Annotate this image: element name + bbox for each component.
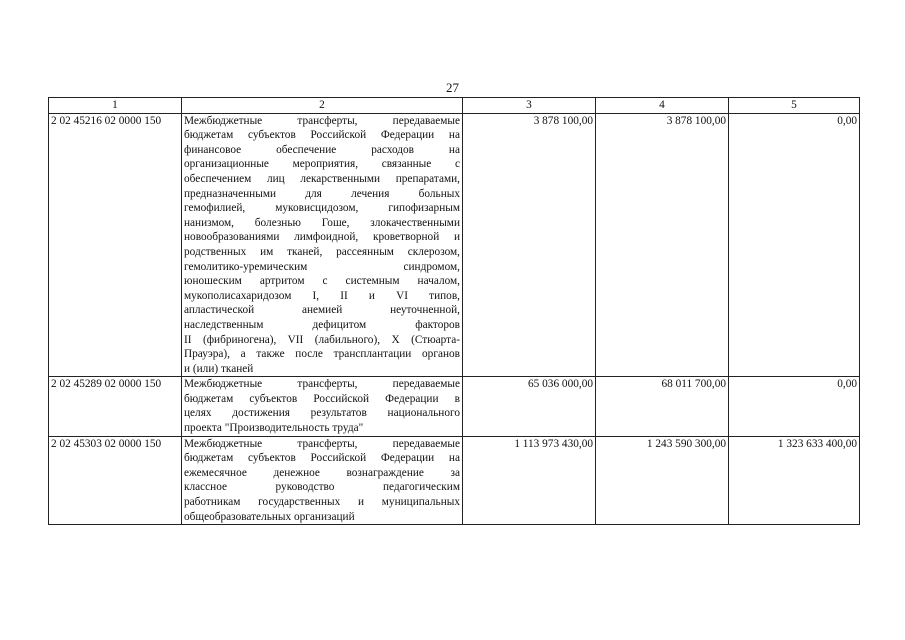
column-header-1: 1 — [49, 98, 182, 114]
description-line: нанизмом, болезнью Гоше, злокачественными — [184, 216, 460, 229]
amount-cell-col4: 3 878 100,00 — [596, 113, 729, 377]
description-cell — [182, 436, 463, 525]
description-line: II (фибриногена), VII (лабильного), X (Стюарта- — [184, 333, 460, 346]
amount-cell-col5: 1 323 633 400,00 — [729, 436, 860, 525]
table-row — [49, 436, 860, 525]
description-line: апластической анемией неуточненной, — [184, 304, 460, 317]
column-header-4: 4 — [596, 98, 729, 114]
description-line: новообразованиями лимфоидной, кроветворной и — [184, 231, 460, 244]
description-line: Межбюджетные трансферты, передаваемые — [184, 114, 460, 127]
description-line: организационные мероприятия, связанные с — [184, 158, 460, 171]
description-line: юношеским артритом с системным началом, — [184, 275, 460, 288]
description-cell — [182, 113, 463, 377]
description-line: работникам государственных и муниципальных — [184, 496, 460, 509]
description-line: ежемесячное денежное вознаграждение за — [184, 466, 460, 479]
column-header-3: 3 — [463, 98, 596, 114]
column-header-5: 5 — [729, 98, 860, 114]
amount-cell-col3: 65 036 000,00 — [463, 377, 596, 436]
description-line: мукополисахаридозом I, II и VI типов, — [184, 289, 460, 302]
description-line: классное руководство педагогическим — [184, 481, 460, 494]
description-line: предназначенными для лечения больных — [184, 187, 460, 200]
amount-cell-col3: 3 878 100,00 — [463, 113, 596, 377]
amount-cell-col4: 1 243 590 300,00 — [596, 436, 729, 525]
amount-cell-col4: 68 011 700,00 — [596, 377, 729, 436]
page-number: 27 — [446, 80, 459, 95]
description-line: гемофилией, муковисцидозом, гипофизарным — [184, 202, 460, 215]
description-line: родственных им тканей, рассеянным склерозом, — [184, 245, 460, 258]
table-row — [49, 113, 860, 377]
budget-code-cell: 2 02 45216 02 0000 150 — [49, 113, 182, 377]
budget-table — [48, 97, 860, 525]
description-line: Межбюджетные трансферты, передаваемые — [184, 437, 460, 450]
description-line: общеобразовательных организаций — [184, 510, 355, 523]
description-line: и (или) тканей — [184, 362, 254, 375]
description-line: наследственным дефицитом факторов — [184, 318, 460, 331]
description-line: гемолитико-уремическим синдромом, — [184, 260, 460, 273]
description-line: Прауэра), а также после трансплантации органов — [184, 348, 460, 361]
description-line: бюджетам субъектов Российской Федерации на — [184, 452, 460, 465]
description-line: целях достижения результатов национального — [184, 407, 460, 420]
description-line: финансовое обеспечение расходов на — [184, 143, 460, 156]
table-row — [49, 377, 860, 436]
budget-code-cell: 2 02 45303 02 0000 150 — [49, 436, 182, 525]
description-line: проекта "Производительность труда" — [184, 422, 364, 435]
budget-code-cell: 2 02 45289 02 0000 150 — [49, 377, 182, 436]
header-row — [49, 98, 860, 114]
description-line: бюджетам субъектов Российской Федерации в — [184, 392, 460, 405]
description-cell — [182, 377, 463, 436]
column-header-2: 2 — [182, 98, 463, 114]
amount-cell-col3: 1 113 973 430,00 — [463, 436, 596, 525]
description-line: бюджетам субъектов Российской Федерации на — [184, 129, 460, 142]
amount-cell-col5: 0,00 — [729, 113, 860, 377]
amount-cell-col5: 0,00 — [729, 377, 860, 436]
description-line: обеспечением лиц лекарственными препаратами, — [184, 172, 460, 185]
description-line: Межбюджетные трансферты, передаваемые — [184, 378, 460, 391]
